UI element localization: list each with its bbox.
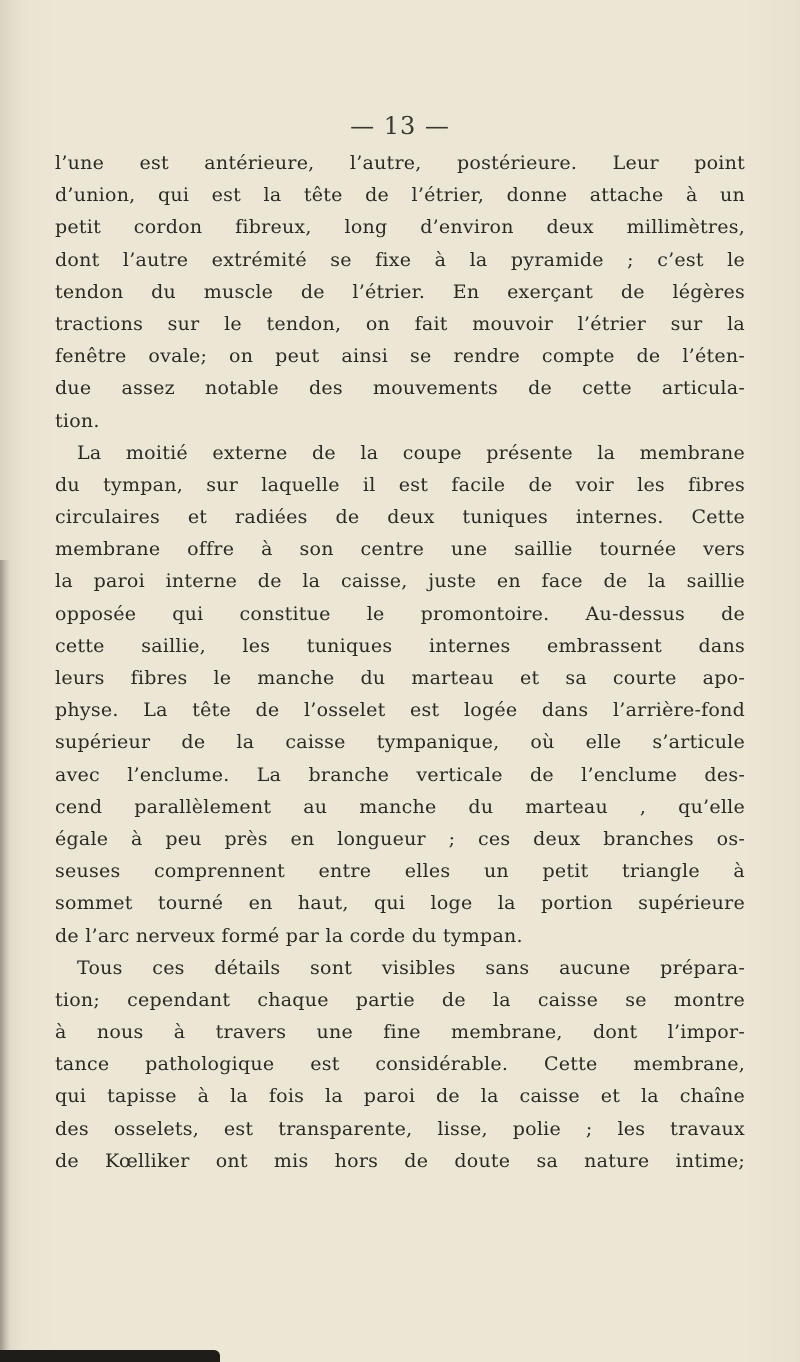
text-line: cend parallèlement au manche du marteau , qu’elle xyxy=(55,795,745,818)
text-line: due assez notable des mouvements de cette articula- xyxy=(55,377,745,400)
text-line: tion. xyxy=(55,409,100,432)
text-line: qui tapisse à la fois la paroi de la caisse et la chaîne xyxy=(55,1085,745,1108)
text-line: la paroi interne de la caisse, juste en face de la saillie xyxy=(55,570,745,593)
text-line: sommet tourné en haut, qui loge la portion supérieure xyxy=(55,892,745,915)
text-line: La moitié externe de la coupe présente la membrane xyxy=(77,441,745,464)
text-line: circulaires et radiées de deux tuniques internes. Cette xyxy=(55,506,745,529)
text-line: leurs fibres le manche du marteau et sa courte apo- xyxy=(55,667,745,689)
text-line: cette saillie, les tuniques internes embrassent dans xyxy=(55,634,745,657)
text-line: tance pathologique est considérable. Cette membrane, xyxy=(55,1053,745,1076)
body-text xyxy=(55,147,745,1177)
text-line: petit cordon fibreux, long d’environ deux millimètres, xyxy=(55,216,745,239)
text-line: Tous ces détails sont visibles sans aucune prépara- xyxy=(77,956,745,979)
text-line: physe. La tête de l’osselet est logée dans l’arrière-fond xyxy=(55,699,745,722)
text-line: égale à peu près en longueur ; ces deux branches os- xyxy=(55,827,745,850)
text-line: membrane offre à son centre une saillie tournée vers xyxy=(55,538,745,561)
text-line: supérieur de la caisse tympanique, où elle s’articule xyxy=(55,731,745,754)
text-line: fenêtre ovale; on peut ainsi se rendre compte de l’éten- xyxy=(55,345,745,368)
text-line: opposée qui constitue le promontoire. Au-dessus de xyxy=(55,602,745,625)
binding-shadow xyxy=(0,560,10,1362)
text-line: tractions sur le tendon, on fait mouvoir l’étrier sur la xyxy=(55,312,745,335)
text-line: tion; cependant chaque partie de la caisse se montre xyxy=(55,988,745,1011)
page-number: — 13 — xyxy=(350,112,450,140)
text-line: tendon du muscle de l’étrier. En exerçant de légères xyxy=(55,280,745,303)
text-line: de Kœlliker ont mis hors de doute sa nature intime; xyxy=(55,1149,745,1172)
text-line: des osselets, est transparente, lisse, polie ; les travaux xyxy=(55,1117,745,1140)
text-line: du tympan, sur laquelle il est facile de voir les fibres xyxy=(55,473,745,496)
text-line: avec l’enclume. La branche verticale de l’enclume des- xyxy=(55,763,745,786)
text-line: de l’arc nerveux formé par la corde du tympan. xyxy=(55,924,523,947)
text-line: à nous à travers une fine membrane, dont l’impor- xyxy=(55,1021,745,1044)
text-line: seuses comprennent entre elles un petit triangle à xyxy=(55,860,745,883)
text-line: d’union, qui est la tête de l’étrier, donne attache à un xyxy=(55,184,745,207)
text-line: l’une est antérieure, l’autre, postérieure. Leur point xyxy=(55,152,745,174)
text-line: dont l’autre extrémité se fixe à la pyramide ; c’est le xyxy=(55,248,745,271)
bottom-edge-mark xyxy=(0,1350,220,1362)
